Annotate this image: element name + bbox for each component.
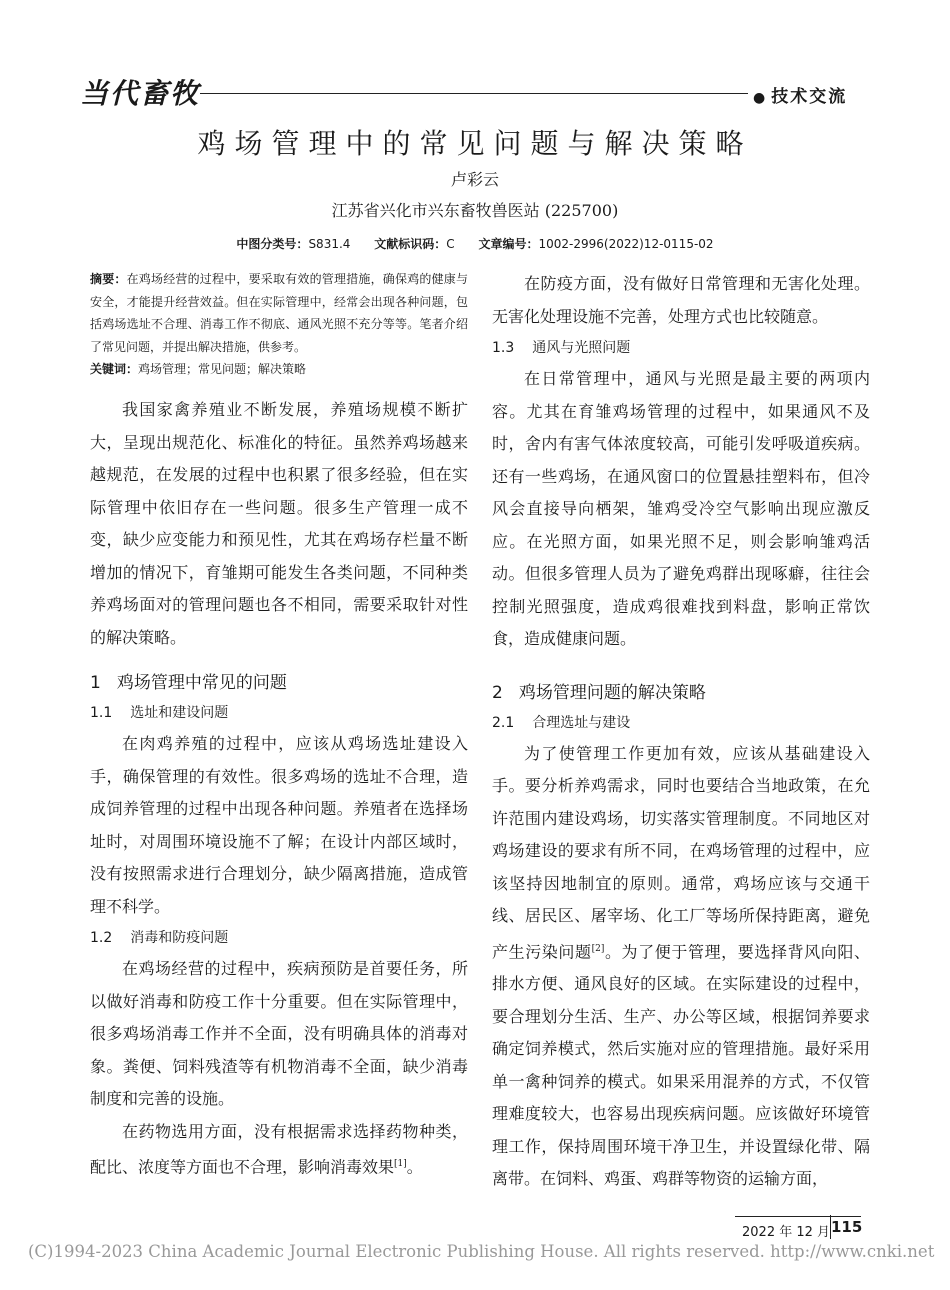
- keywords: [90, 358, 468, 380]
- section-1-number: 1: [90, 673, 101, 693]
- section-2-number: 2: [492, 682, 503, 703]
- section-1-1-title: 选址和建设问题: [130, 705, 229, 721]
- section-1-2-heading: [90, 923, 468, 953]
- citation-ref: [2]: [591, 943, 605, 954]
- section-1-1-paragraph: 在肉鸡养殖的过程中，应该从鸡场选址建设入手，确保管理的有效性。很多鸡场的选址不合理，造成饲养管理的过程中出现各种问题。养殖者在选择场址时，对周围环境设施不了解；在设计内部区域时，没有按照需求进行合理划分，缺少隔离措施，造成管理不科学。: [90, 734, 468, 916]
- paragraph-end: 。: [406, 1157, 423, 1177]
- keywords-text: 鸡场管理；常见问题；解决策略: [138, 362, 307, 376]
- section-2-1-paragraph: [492, 738, 870, 1196]
- section-1-2-title: 消毒和防疫问题: [130, 930, 229, 946]
- section-1-2-paragraph-2: [90, 1116, 468, 1184]
- section-1-title: 鸡场管理中常见的问题: [116, 673, 287, 693]
- section-2-title: 鸡场管理问题的解决策略: [518, 682, 706, 703]
- section-tag-label: 技术交流: [771, 87, 848, 107]
- section-tag: [753, 82, 847, 107]
- article-meta: [0, 235, 950, 252]
- header-rule: [200, 93, 748, 94]
- section-1-heading: [90, 668, 468, 698]
- citation-ref: [1]: [394, 1159, 407, 1169]
- section-1-2-paragraph-3: 在防疫方面，没有做好日常管理和无害化处理。无害化处理设施不完善，处理方式也比较随意。: [492, 274, 870, 326]
- intro-paragraph: 我国家禽养殖业不断发展，养殖场规模不断扩大，呈现出规范化、标准化的特征。虽然养鸡场越来越规范，在发展的过程中也积累了很多经验，但在实际管理中依旧存在一些问题。很多生产管理一成不变，缺少应变能力和预见性，尤其在鸡场存栏量不断增加的情况下，育雏期可能发生各类问题，不同种类养鸡场面对的管理问题也各不相同，需要采取针对性的解决策略。: [90, 400, 468, 647]
- article-id-label: 文章编号：: [478, 237, 539, 251]
- abstract-label: 摘要：: [90, 272, 127, 286]
- issue-date: 2022 年 12 月: [742, 1225, 831, 1240]
- section-1-3-number: 1.3: [492, 340, 515, 356]
- doc-code-label: 文献标识码：: [374, 237, 447, 251]
- page-number: 115: [830, 1215, 861, 1239]
- section-1-3-heading: [492, 333, 870, 363]
- section-1-3-paragraph: 在日常管理中，通风与光照是最主要的两项内容。尤其在育雏鸡场管理的过程中，如果通风不及时，舍内有害气体浓度较高，可能引发呼吸道疾病。还有一些鸡场，在通风窗口的位置悬挂塑料布，但冷风会直接导向栖架，雏鸡受冷空气影响出现应激反应。在光照方面，如果光照不足，则会影响雏鸡活动。但很多管理人员为了避免鸡群出现啄癖，往往会控制光照强度，造成鸡很难找到料盘，影响正常饮食，造成健康问题。: [492, 369, 870, 648]
- section-1-2-number: 1.2: [90, 930, 113, 946]
- section-1-1-heading: [90, 698, 468, 728]
- paragraph-text-cont: 。为了便于管理，要选择背风向阳、排水方便、通风良好的区域。在实际建设的过程中，要合理划分生活、生产、办公等区域，根据饲养要求确定饲养模式，然后实施对应的管理措施。最好采用单一禽种饲养的模式。如果采用混养的方式，不仅管理难度较大，也容易出现疾病问题。应该做好环境管理工作，保持周围环境干净卫生，并设置绿化带、隔离带。在饲料、鸡蛋、鸡群等物资的运输方面，: [492, 941, 870, 1189]
- paragraph-text: 在药物选用方面，没有根据需求选择药物种类，配比、浓度等方面也不合理，影响消毒效果: [90, 1121, 468, 1177]
- clc-value: S831.4: [308, 237, 351, 251]
- article-author: 卢彩云: [450, 170, 499, 189]
- keywords-label: 关键词：: [90, 362, 139, 376]
- right-column: [492, 268, 870, 1196]
- article-id-value: 1002-2996(2022)12-0115-02: [538, 237, 714, 251]
- journal-masthead: 当代畜牧: [80, 77, 201, 110]
- copyright-watermark: (C)1994-2023 China Academic Journal Electronic Publishing House. All rights reserved. http://www.cnki.net: [28, 1242, 935, 1261]
- section-2-1-heading: [492, 708, 870, 738]
- doc-code-value: C: [446, 237, 455, 251]
- clc-label: 中图分类号：: [236, 237, 309, 251]
- abstract-text: 在鸡场经营的过程中，要采取有效的管理措施，确保鸡的健康与安全，才能提升经营效益。但在实际管理中，经常会出现各种问题，包括鸡场选址不合理、消毒工作不彻底、通风光照不充分等等。笔者介绍了常见问题，并提出解决措施，供参考。: [90, 272, 468, 354]
- article-title: 鸡场管理中的常见问题与解决策略: [197, 127, 753, 160]
- left-column: [90, 268, 468, 1184]
- section-2-1-number: 2.1: [492, 714, 515, 731]
- section-1-3-title: 通风与光照问题: [532, 340, 631, 356]
- article-affiliation: 江苏省兴化市兴东畜牧兽医站 (225700): [331, 201, 619, 220]
- abstract: [90, 268, 468, 358]
- section-1-1-number: 1.1: [90, 705, 113, 721]
- bullet-icon: ●: [753, 90, 768, 106]
- paragraph-text: 为了使管理工作更加有效，应该从基础建设入手。要分析养鸡需求，同时也要结合当地政策，在允许范围内建设鸡场，切实落实管理制度。不同地区对鸡场建设的要求有所不同，在鸡场管理的过程中，应该坚持因地制宜的原则。通常，鸡场应该与交通干线、居民区、屠宰场、化工厂等场所保持距离，避免产生污染问题: [492, 743, 870, 961]
- section-1-2-paragraph: 在鸡场经营的过程中，疾病预防是首要任务，所以做好消毒和防疫工作十分重要。但在实际管理中，很多鸡场消毒工作并不全面，没有明确具体的消毒对象。粪便、饲料残渣等有机物消毒不全面，缺少消毒制度和完善的设施。: [90, 959, 468, 1108]
- section-2-1-title: 合理选址与建设: [532, 714, 631, 731]
- section-2-heading: [492, 678, 870, 708]
